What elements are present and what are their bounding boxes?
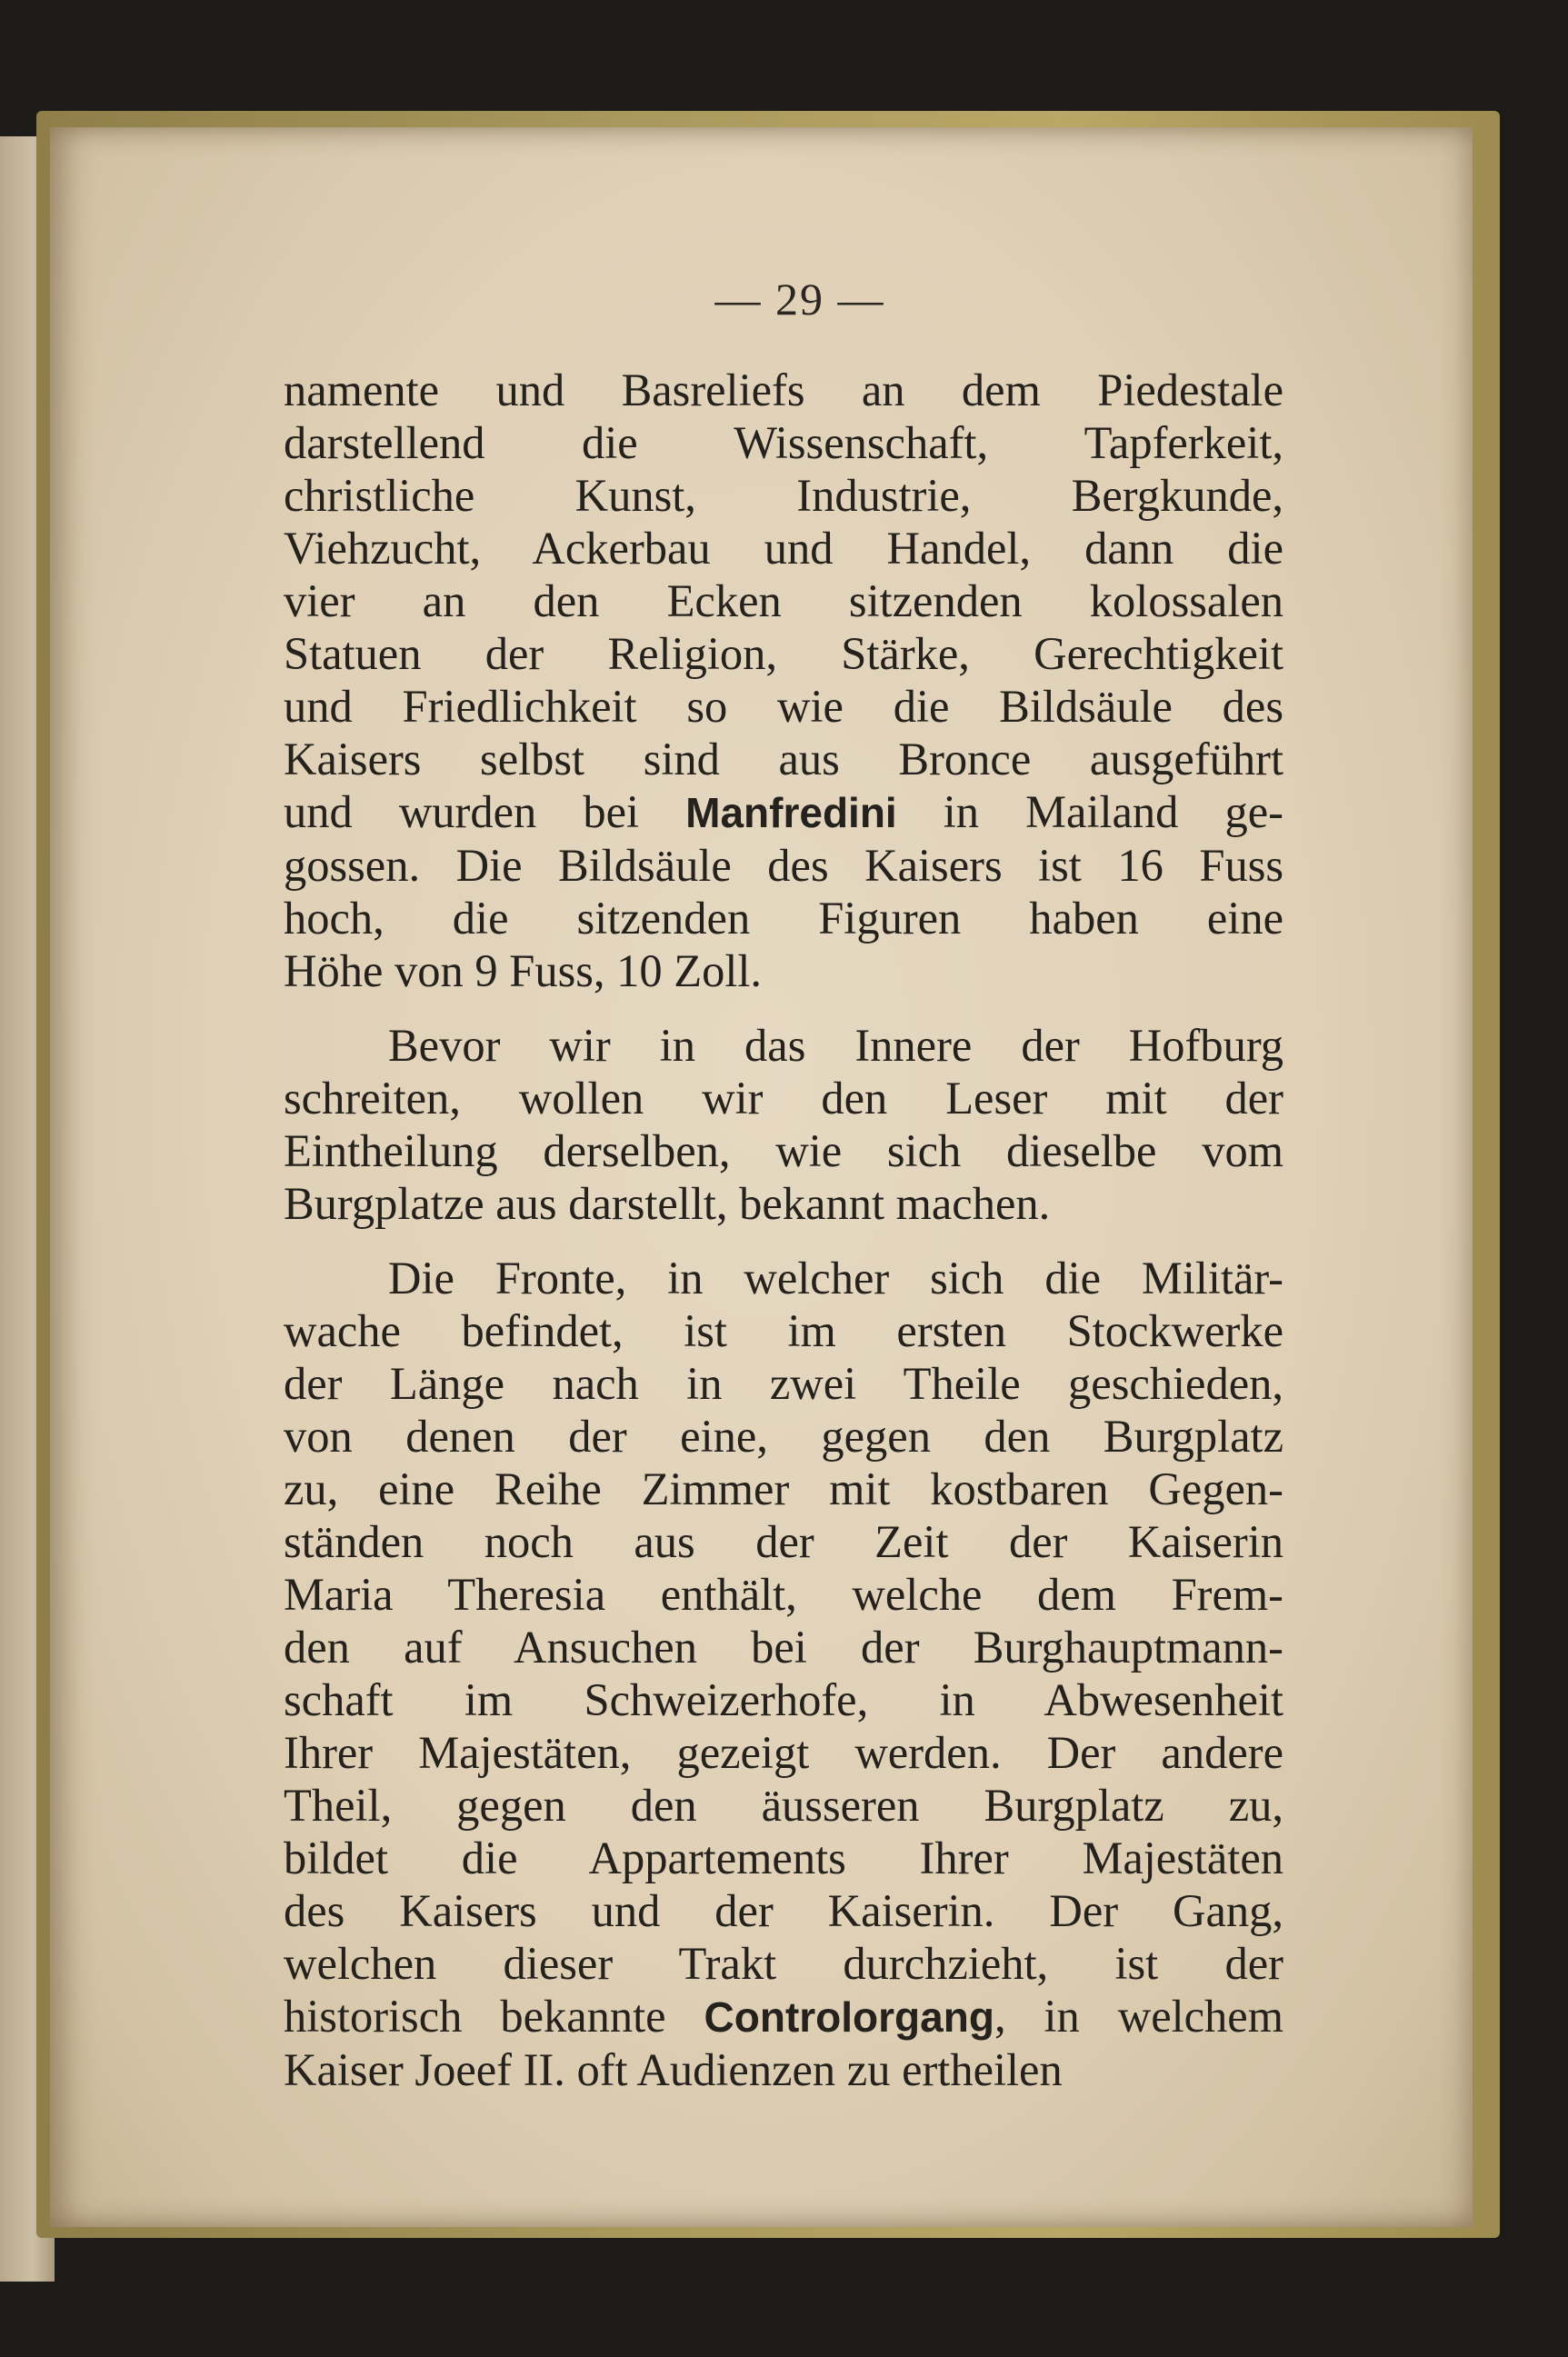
text-line: hoch, die sitzenden Figuren haben eine (284, 893, 1283, 944)
text-line: Die Fronte, in welcher sich die Militär- (388, 1253, 1283, 1303)
page-number: — 29 — (714, 274, 885, 325)
text-line: christliche Kunst, Industrie, Bergkunde, (284, 470, 1283, 521)
text-segment: in Mailand ge- (896, 786, 1283, 837)
text-line: namente und Basreliefs an dem Piedestale (284, 365, 1283, 415)
text-line: Eintheilung derselben, wie sich dieselbe vom (284, 1125, 1283, 1176)
text-line: Burgplatze aus darstellt, bekannt machen. (284, 1178, 1051, 1229)
text-line: Viehzucht, Ackerbau und Handel, dann die (284, 523, 1283, 574)
paragraph (284, 364, 1283, 997)
text-line: Ihrer Majestäten, gezeigt werden. Der andere (284, 1727, 1283, 1778)
bold-term: Manfredini (685, 789, 897, 836)
text-line: bildet die Appartements Ihrer Majestäten (284, 1833, 1283, 1883)
text-line: schaft im Schweizerhofe, in Abwesenheit (284, 1674, 1283, 1725)
text-line: Statuen der Religion, Stärke, Gerechtigkeit (284, 628, 1283, 679)
text-line: darstellend die Wissenschaft, Tapferkeit, (284, 417, 1283, 468)
page-text (284, 364, 1283, 2096)
text-line: schreiten, wollen wir den Leser mit der (284, 1073, 1283, 1124)
text-line: Höhe von 9 Fuss, 10 Zoll. (284, 945, 763, 996)
text-line: von denen der eine, gegen den Burgplatz (284, 1411, 1283, 1462)
text-line: welchen dieser Trakt durchzieht, ist der (284, 1938, 1283, 1989)
text-line: ständen noch aus der Zeit der Kaiserin (284, 1516, 1283, 1567)
text-line: der Länge nach in zwei Theile geschieden, (284, 1358, 1283, 1409)
text-segment: und wurden bei (284, 786, 686, 837)
text-segment: , in welchem (994, 1991, 1283, 2042)
text-line: Bevor wir in das Innere der Hofburg (388, 1020, 1283, 1071)
text-line: und Friedlichkeit so wie die Bildsäule des (284, 681, 1283, 732)
text-line: vier an den Ecken sitzenden kolossalen (284, 575, 1283, 626)
text-line: zu, eine Reihe Zimmer mit kostbaren Gegen- (284, 1463, 1283, 1514)
text-line (284, 1990, 1283, 2043)
paragraph (284, 1019, 1283, 1230)
text-line: wache befindet, ist im ersten Stockwerke (284, 1305, 1283, 1356)
text-line (284, 785, 1283, 839)
text-line: des Kaisers und der Kaiserin. Der Gang, (284, 1885, 1283, 1936)
bold-term: Controlorgang (704, 1993, 994, 2041)
text-line: Kaiser Joeef II. oft Audienzen zu ertheilen (284, 2044, 1063, 2095)
text-line: Kaisers selbst sind aus Bronce ausgeführt (284, 734, 1283, 784)
text-line: Maria Theresia enthält, welche dem Frem- (284, 1569, 1283, 1620)
paragraph (284, 1252, 1283, 2096)
text-line: gossen. Die Bildsäule des Kaisers ist 16 Fuss (284, 840, 1283, 891)
text-line: Theil, gegen den äusseren Burgplatz zu, (284, 1780, 1283, 1831)
text-segment: historisch bekannte (284, 1991, 704, 2042)
text-line: den auf Ansuchen bei der Burghauptmann- (284, 1622, 1283, 1673)
